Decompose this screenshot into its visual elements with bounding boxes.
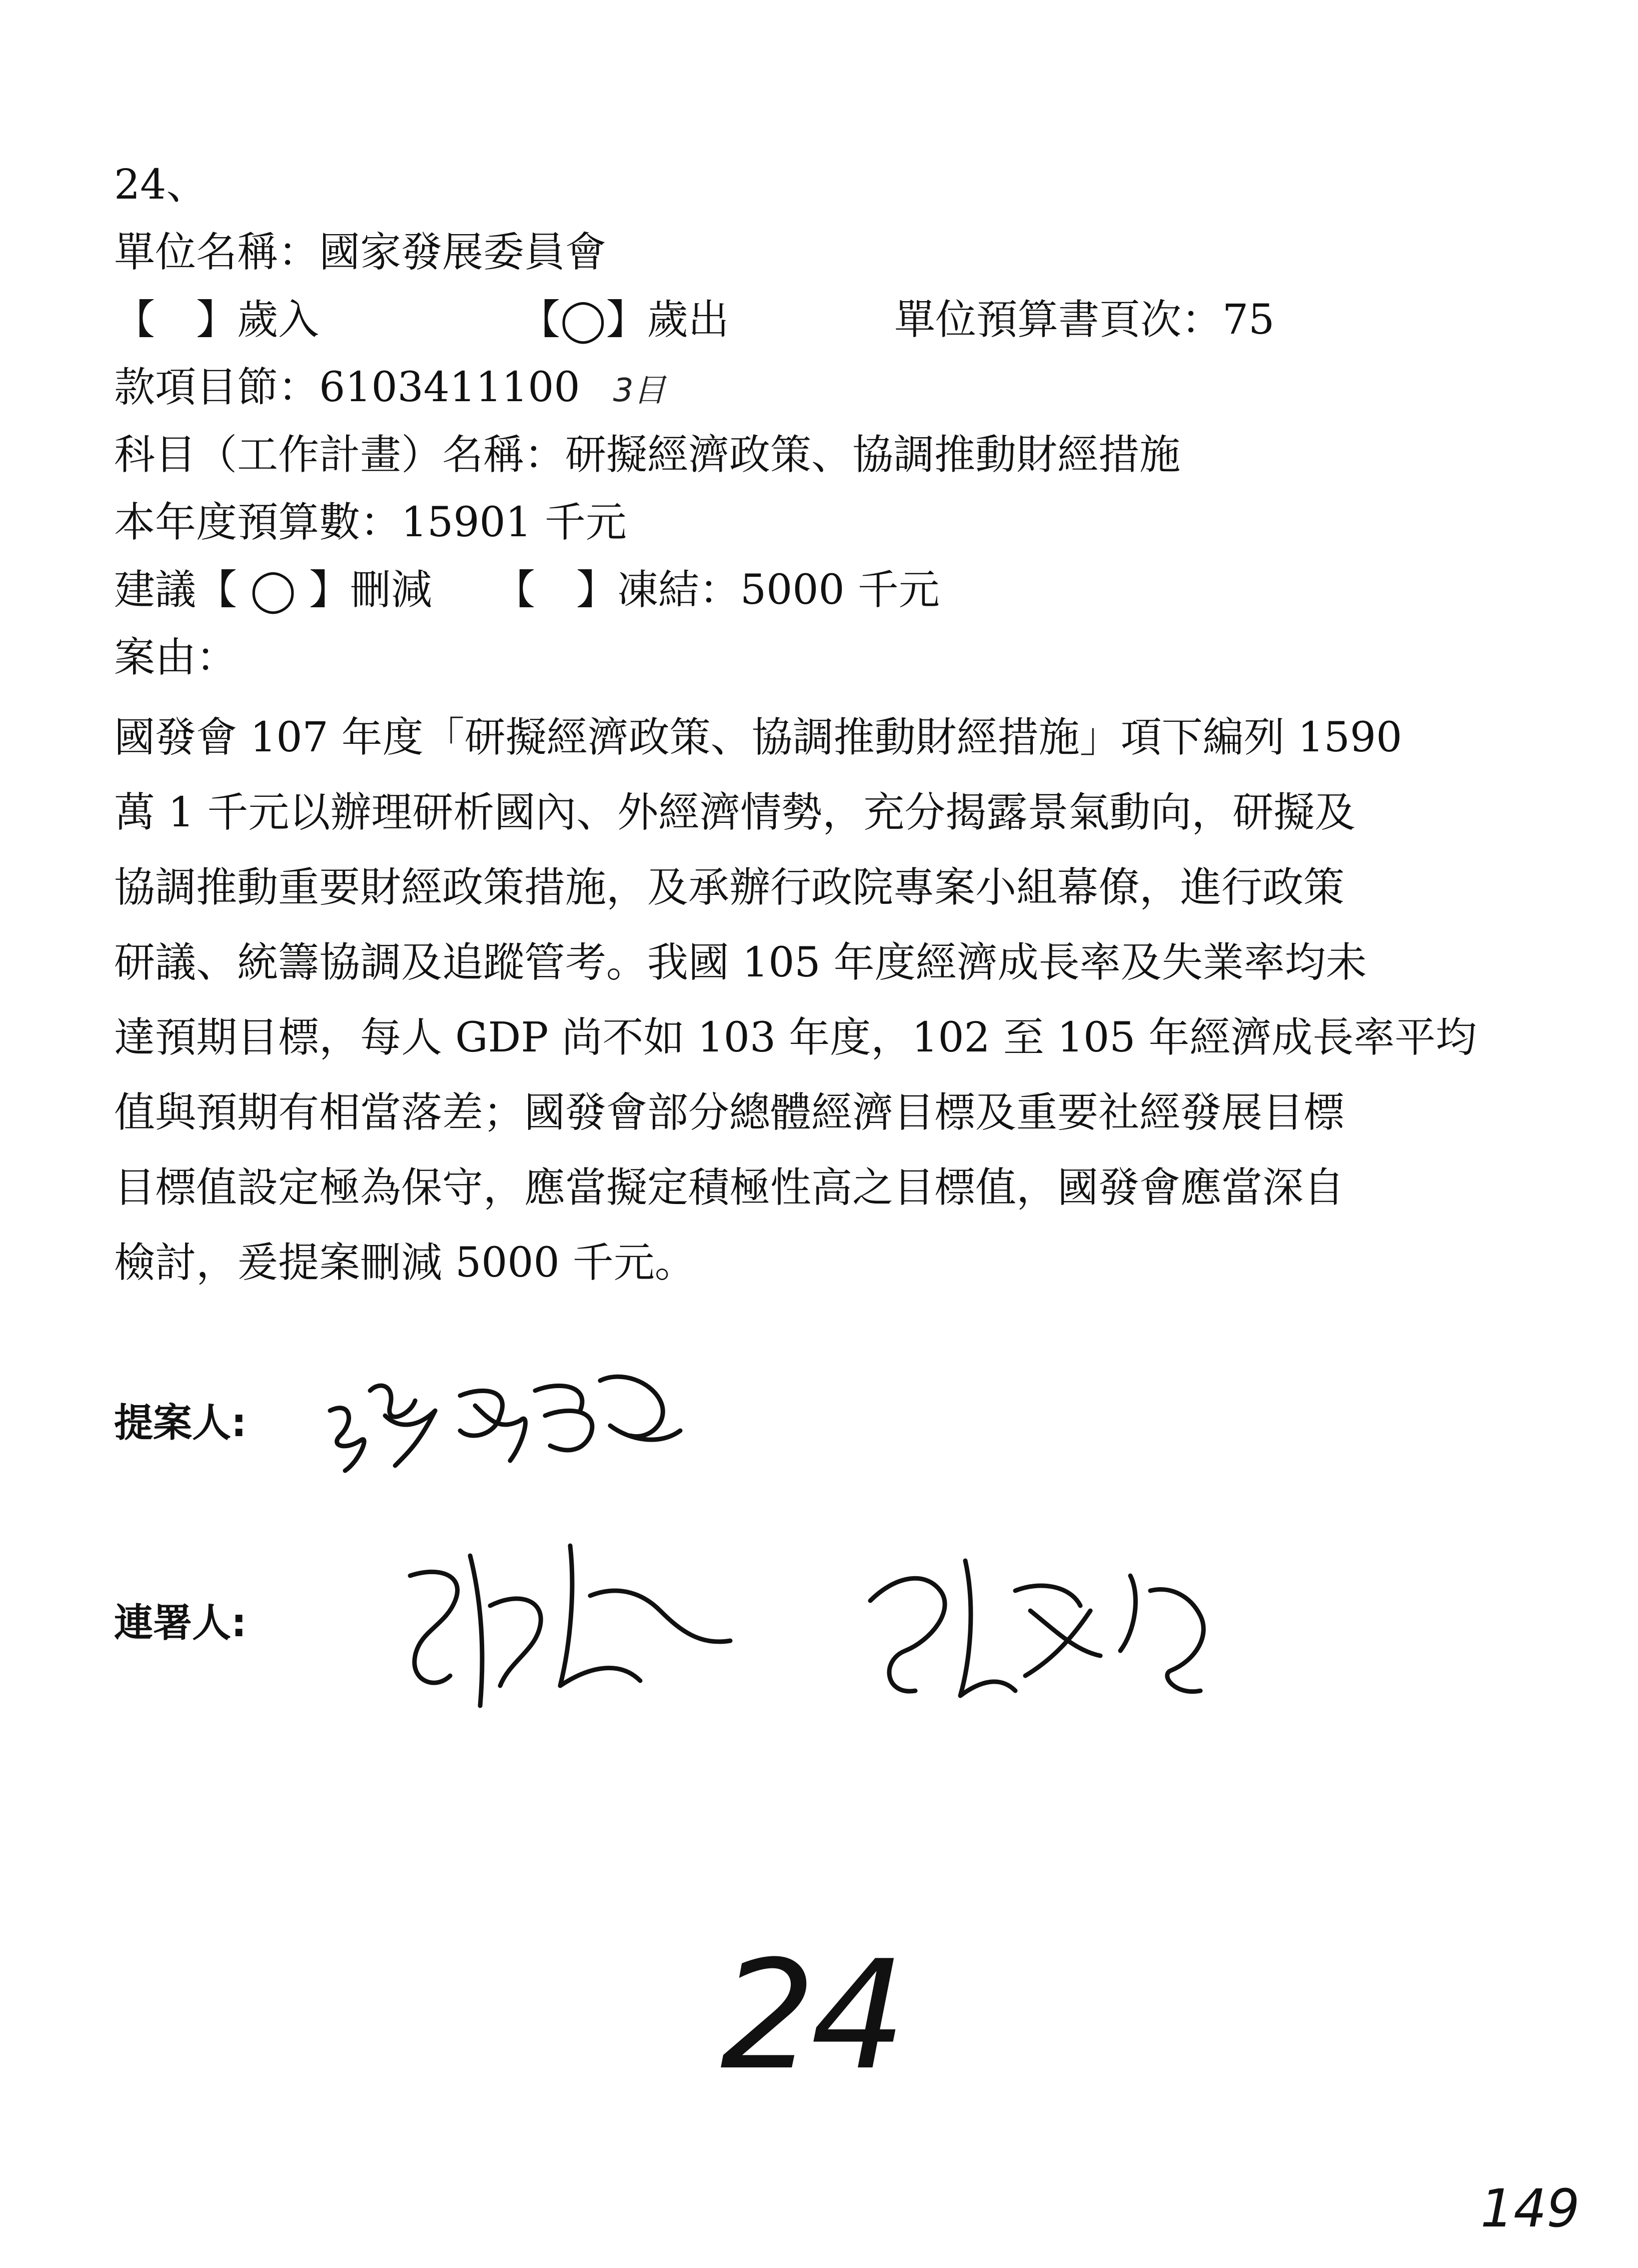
proposer-signature [310, 1351, 700, 1481]
handwritten-code-note: 3目 [613, 372, 666, 409]
handwritten-page-number: 149 [1480, 2178, 1580, 2239]
subject-name: 科目（工作計畫）名稱：研擬經濟政策、協調推動財經措施 [114, 431, 1181, 479]
reason-line: 萬 1 千元以辦理研析國內、外經濟情勢，充分揭露景氣動向，研擬及 [114, 789, 1356, 836]
cosigner-signature-2 [850, 1531, 1250, 1731]
reason-line: 協調推動重要財經政策措施，及承辦行政院專案小組幕僚，進行政策 [114, 864, 1345, 911]
expense-checkbox-label: 【◯】歲出 [519, 296, 729, 344]
revenue-checkbox-label: 【 】歲入 [114, 296, 320, 344]
budget-type-row [114, 295, 1275, 345]
reason-label: 案由： [114, 634, 238, 681]
reason-line: 達預期目標，每人 GDP 尚不如 103 年度，102 至 105 年經濟成長率平均 [114, 1014, 1477, 1061]
handwritten-large-number: 24 [720, 1928, 901, 2103]
budget-page-label: 單位預算書頁次：75 [894, 296, 1275, 344]
cosigner-signature-1 [380, 1516, 790, 1736]
reason-line: 值與預期有相當落差；國發會部分總體經濟目標及重要社經發展目標 [114, 1089, 1345, 1137]
proposer-label: 提案人: [114, 1401, 247, 1446]
account-code-text: 款項目節：6103411100 [114, 364, 580, 411]
reason-line: 目標值設定極為保守，應當擬定積極性高之目標值，國發會應當深自 [114, 1164, 1345, 1212]
unit-name: 單位名稱：國家發展委員會 [114, 229, 607, 276]
suggestion-freeze: 【 】凍結：5000 千元 [494, 566, 940, 614]
cosigner-label: 連署人: [114, 1601, 247, 1646]
reason-line: 檢討，爰提案刪減 5000 千元。 [114, 1239, 696, 1287]
account-code [114, 363, 666, 416]
item-number: 24、 [114, 161, 208, 209]
reason-line: 國發會 107 年度「研擬經濟政策、協調推動財經措施」項下編列 1590 [114, 714, 1402, 761]
budget-amount: 本年度預算數：15901 千元 [114, 499, 627, 546]
reason-line: 研議、統籌協調及追蹤管考。我國 105 年度經濟成長率及失業率均未 [114, 939, 1367, 986]
suggestion-row [114, 565, 940, 615]
suggestion-delete: 建議【 ◯ 】刪減 [114, 566, 432, 614]
